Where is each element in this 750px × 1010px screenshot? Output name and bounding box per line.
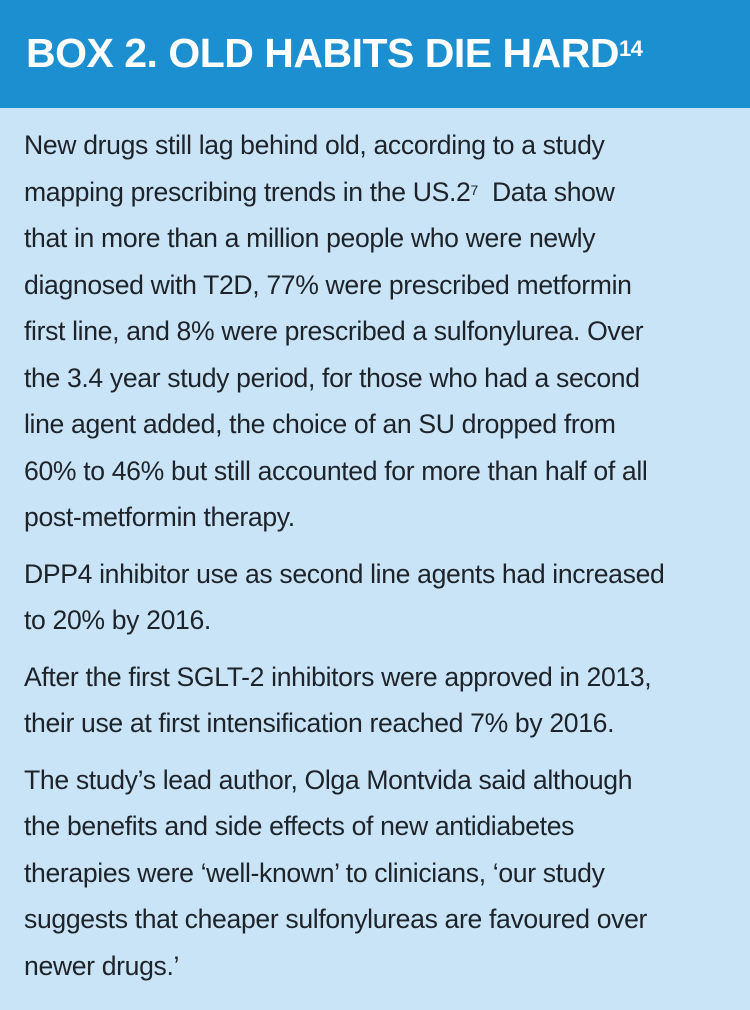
text-line: that in more than a million people who were newly <box>24 223 596 253</box>
text-line: newer drugs.’ <box>24 950 180 981</box>
text-line: 60% to 46% but still accounted for more than half of all <box>24 455 648 486</box>
text-line: to 20% by 2016. <box>24 605 211 635</box>
text-line: line agent added, the choice of an SU dropped from <box>24 409 616 439</box>
text-line-segment: Data show <box>477 176 615 207</box>
text-line: The study’s lead author, Olga Montvida said although <box>24 764 633 795</box>
text-line: their use at first intensification reached 7% by 2016. <box>24 708 615 738</box>
text-line: the 3.4 year study period, for those who had a second <box>24 362 640 393</box>
reference-superscript: 7 <box>470 181 478 198</box>
box-title-reference: 14 <box>618 36 643 61</box>
text-line: therapies were ‘well-known’ to clinicians, ‘our study <box>24 857 605 888</box>
text-line: suggests that cheaper sulfonylureas are favoured over <box>24 904 648 934</box>
paragraph-dpp4 <box>24 551 724 644</box>
box-title-text: BOX 2. OLD HABITS DIE HARD <box>26 30 619 76</box>
text-line-segment: mapping prescribing trends in the US.2 <box>24 176 471 207</box>
paragraph-study-summary <box>24 122 724 541</box>
box-header <box>0 0 750 108</box>
text-line: the benefits and side effects of new antidiabetes <box>24 811 575 841</box>
paragraph-sglt2 <box>24 654 724 747</box>
text-line: diagnosed with T2D, 77% were prescribed metformin <box>24 269 632 300</box>
text-line <box>24 169 724 216</box>
text-line: After the first SGLT-2 inhibitors were approved in 2013, <box>24 661 652 692</box>
text-line: post-metformin therapy. <box>24 502 295 532</box>
box-title <box>26 28 750 78</box>
text-line: first line, and 8% were prescribed a sulfonylurea. Over <box>24 316 644 346</box>
text-line: New drugs still lag behind old, according to a study <box>24 130 605 160</box>
text-line: DPP4 inhibitor use as second line agents had increased <box>24 558 665 589</box>
box-body <box>24 122 724 999</box>
paragraph-author-quote <box>24 757 724 990</box>
